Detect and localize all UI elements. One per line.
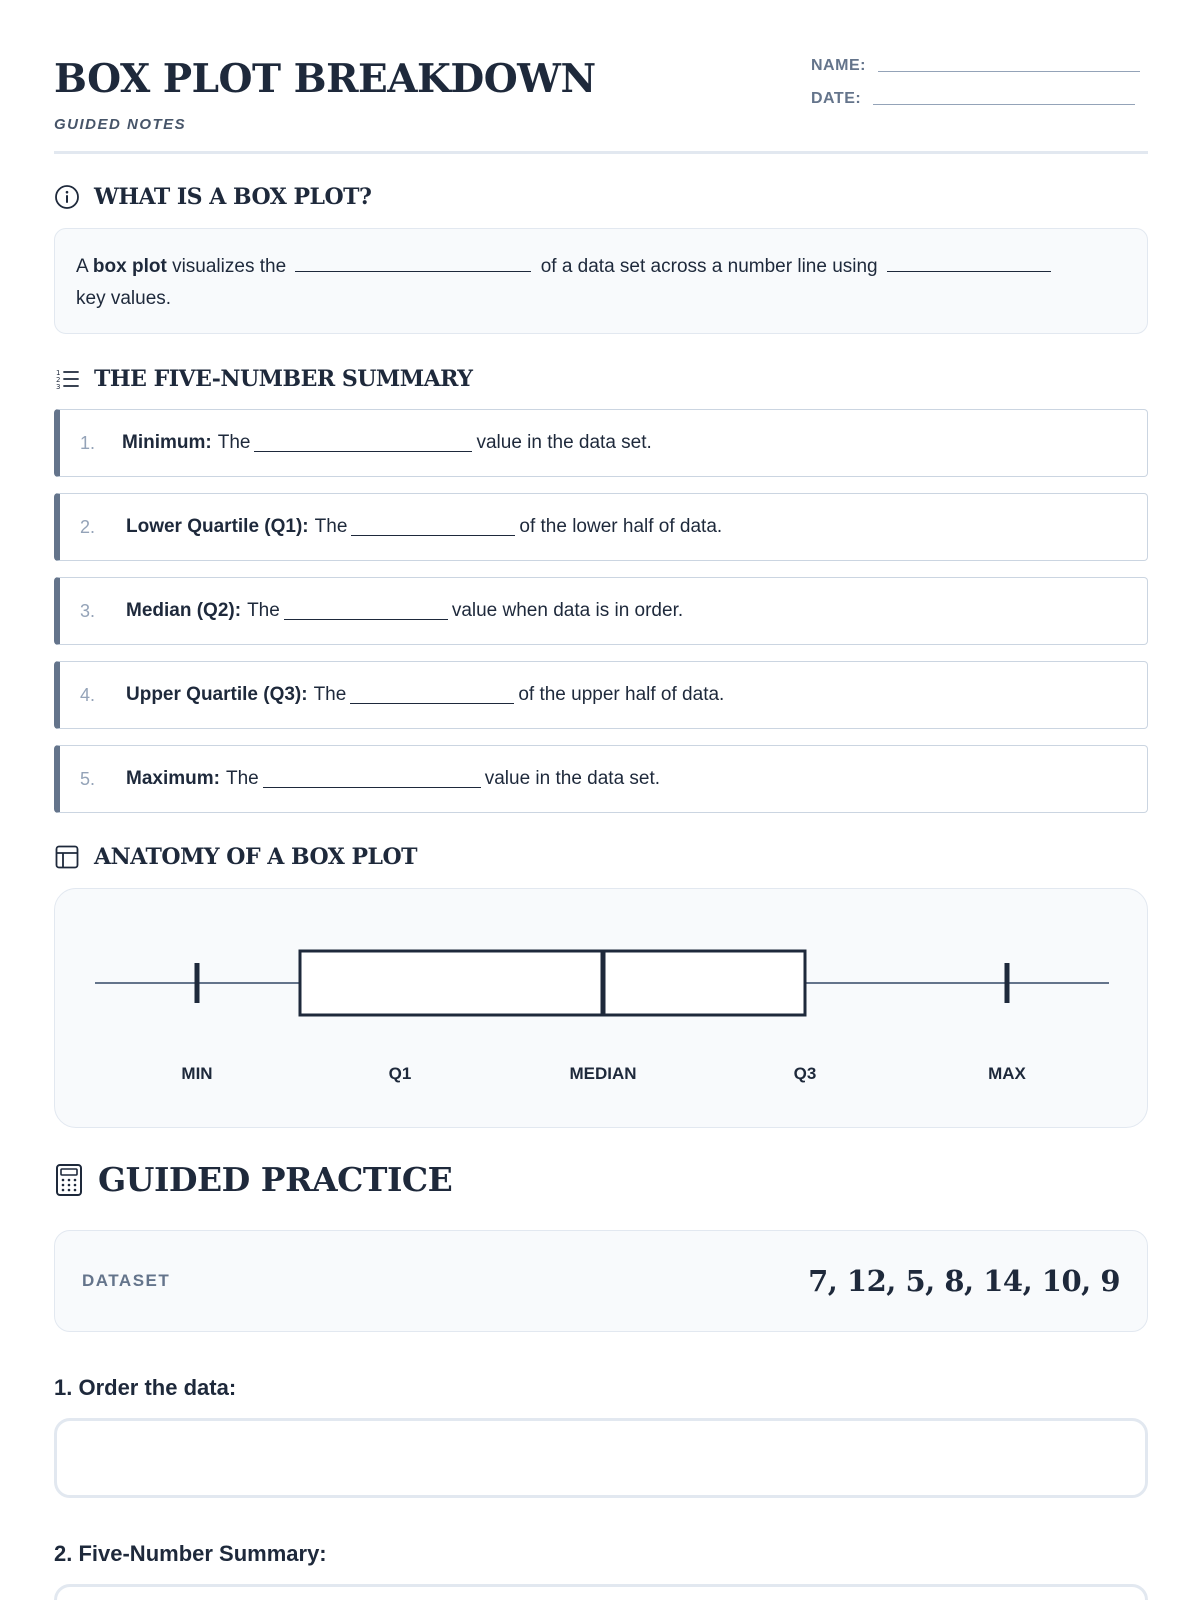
label-q3: Q3 [793,1064,817,1083]
summary-term: Lower Quartile (Q1): [126,516,309,537]
summary-term: Maximum: [126,768,220,789]
summary-text-after: value in the data set. [476,432,652,453]
dataset-box [54,1230,1148,1332]
summary-text-after: value when data is in order. [451,600,684,621]
summary-blank[interactable] [254,434,472,452]
section-what-is-heading [54,184,371,210]
dataset-label: DATASET [82,1271,171,1290]
summary-number: 5. [80,768,96,789]
label-min: MIN [181,1064,213,1083]
summary-number: 3. [80,600,96,621]
summary-item-minimum [54,409,1148,477]
definition-text-d: key values. [76,288,172,309]
name-field[interactable] [811,57,1140,75]
name-label: NAME: [811,57,866,74]
summary-term: Upper Quartile (Q3): [126,684,308,705]
summary-item-median [54,577,1148,645]
summary-text-before: The [313,684,347,705]
quartile-box [300,951,805,1015]
question-order-data: 1. Order the data: [54,1375,237,1400]
summary-item-q3 [54,661,1148,729]
list-ordered-icon [54,366,80,392]
summary-term: Minimum: [122,432,212,453]
definition-term: box plot [92,256,167,277]
box-plot-diagram [55,889,1149,1129]
question-five-number: 2. Five-Number Summary: [54,1541,327,1566]
worksheet-page [54,0,1148,1566]
date-field[interactable] [811,90,1135,108]
definition-text-b: visualizes the [172,256,287,277]
summary-number: 2. [80,516,96,537]
layout-icon [54,844,80,870]
summary-text-after: value in the data set. [484,768,661,789]
section-five-number-heading [54,366,472,392]
summary-text-before: The [217,432,251,453]
section-five-number-title: THE FIVE-NUMBER SUMMARY [94,366,473,392]
summary-blank[interactable] [263,770,481,788]
summary-item-q1 [54,493,1148,561]
summary-text-before: The [247,600,280,621]
worksheet-header [54,0,1148,154]
name-line[interactable] [878,71,1140,72]
info-icon [54,184,80,210]
label-max: MAX [988,1064,1026,1083]
summary-blank[interactable] [350,686,514,704]
svg-text:3: 3 [56,383,61,391]
section-practice-heading [54,1160,452,1199]
summary-number: 4. [80,684,96,705]
definition-blank-1[interactable] [295,254,531,272]
page-subtitle: GUIDED NOTES [54,116,187,133]
summary-number: 1. [80,432,96,453]
label-median: MEDIAN [569,1064,637,1083]
order-data-answer-box[interactable] [54,1418,1148,1498]
date-line[interactable] [873,104,1135,105]
definition-text-c: of a data set across a number line using [540,256,878,277]
section-what-is-title: WHAT IS A BOX PLOT? [94,184,372,210]
dataset-values: 7, 12, 5, 8, 14, 10, 9 [808,1264,1120,1298]
label-q1: Q1 [388,1064,412,1083]
definition-text-a: A [76,256,88,277]
definition-blank-2[interactable] [887,254,1051,272]
definition-box [54,228,1148,334]
section-anatomy-heading [54,844,417,870]
anatomy-diagram [54,888,1148,1128]
summary-item-maximum [54,745,1148,813]
summary-text-before: The [225,768,259,789]
svg-text:1: 1 [56,369,61,377]
date-label: DATE: [811,90,862,107]
summary-text-after: of the upper half of data. [518,684,725,705]
summary-blank[interactable] [351,518,515,536]
calculator-icon [54,1163,84,1197]
summary-text-after: of the lower half of data. [519,516,723,537]
section-anatomy-title: ANATOMY OF A BOX PLOT [94,844,418,870]
summary-term: Median (Q2): [126,600,242,621]
five-number-answer-box[interactable] [54,1584,1148,1600]
svg-text:2: 2 [56,376,61,384]
page-title: BOX PLOT BREAKDOWN [54,56,596,102]
summary-blank[interactable] [284,602,448,620]
summary-text-before: The [314,516,348,537]
section-practice-title: GUIDED PRACTICE [98,1160,453,1199]
